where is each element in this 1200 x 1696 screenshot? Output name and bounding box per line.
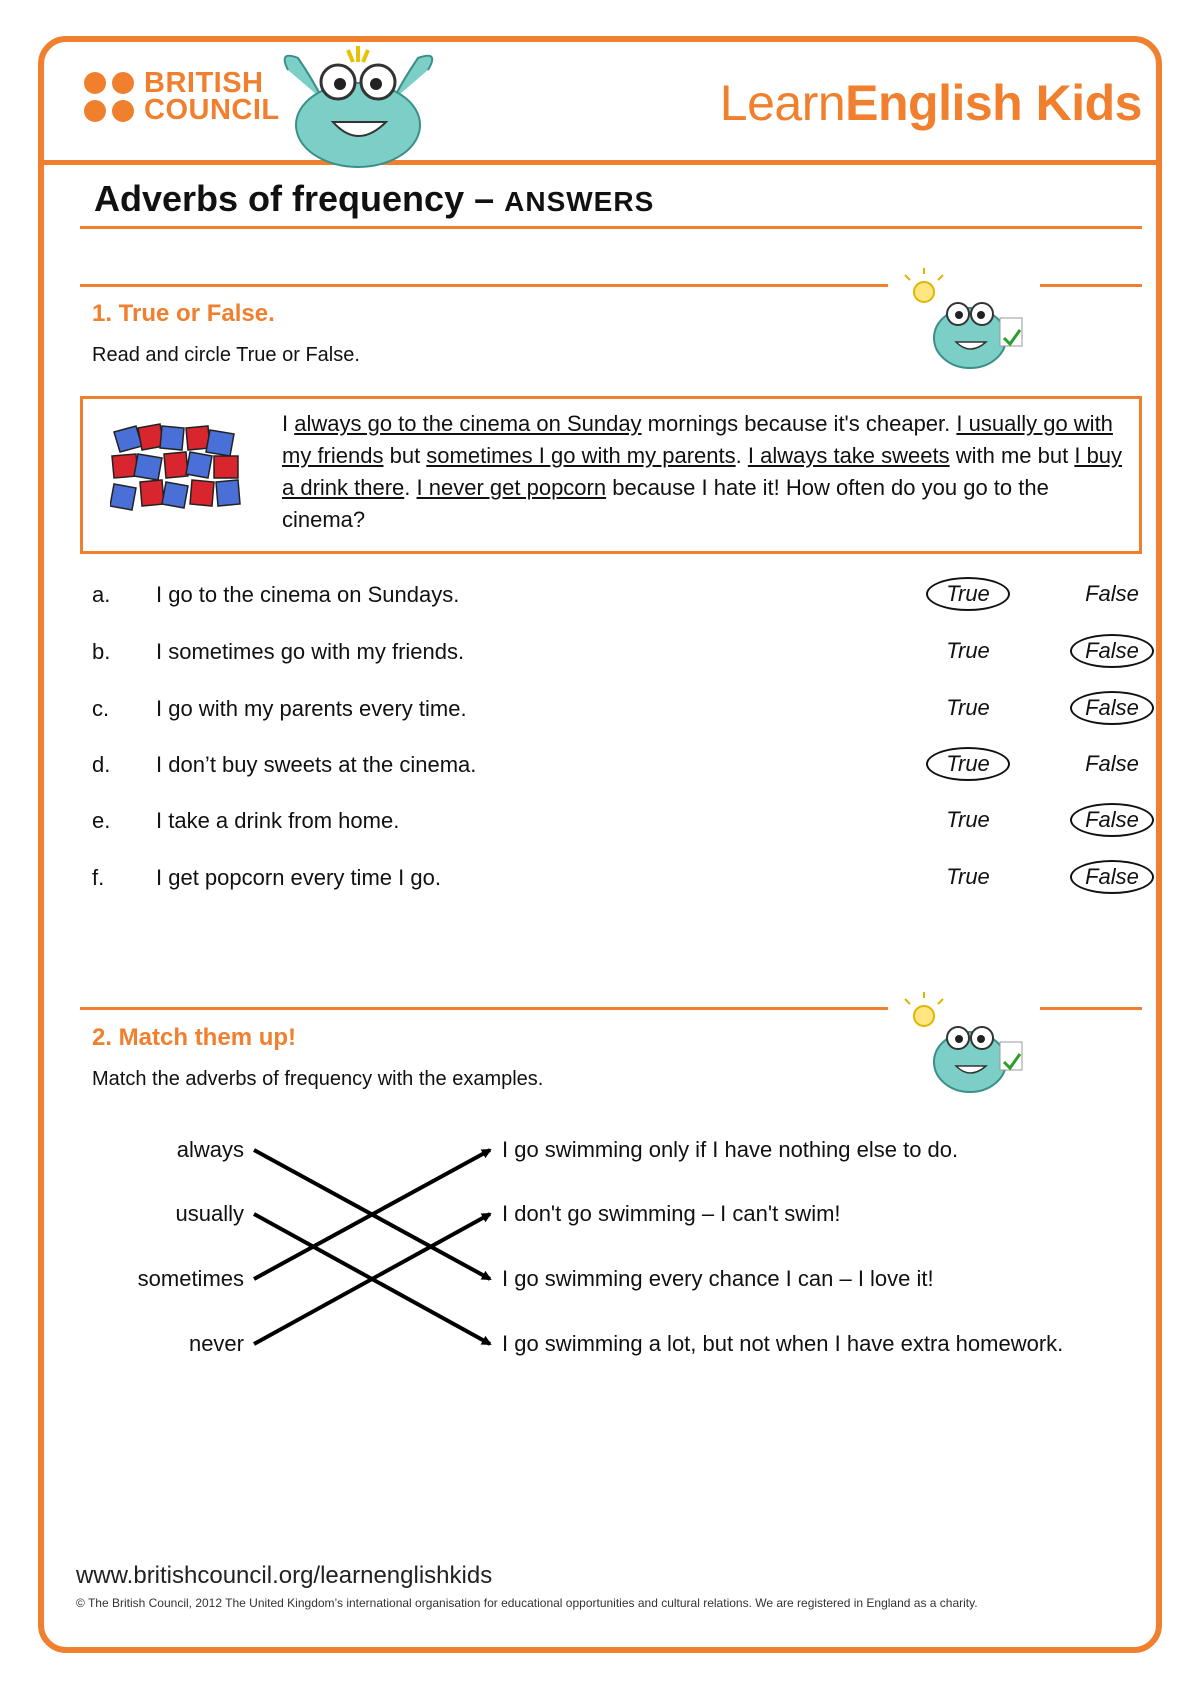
underlined-phrase: I never get popcorn	[416, 475, 607, 500]
adverb-usually: usually	[175, 1201, 244, 1226]
item-letter: c.	[92, 696, 110, 721]
passage-text: I	[282, 411, 295, 436]
example-sentence: I go swimming only if I have nothing else to do.	[502, 1137, 959, 1162]
false-option[interactable]: False	[1070, 803, 1154, 837]
item-letter: a.	[92, 582, 111, 607]
footer-url[interactable]: www.britishcouncil.org/learnenglishkids	[76, 1562, 493, 1589]
passage-text: mornings because it's cheaper.	[641, 411, 957, 436]
bc-logo-line1: BRITISH	[144, 67, 264, 99]
passage-text: with me but	[949, 443, 1075, 468]
underlined-phrase: I always take sweets	[747, 443, 950, 468]
section2-instruction: Match the adverbs of frequency with the examples.	[92, 1068, 544, 1090]
item-letter: f.	[92, 865, 105, 890]
section2-heading: 2. Match them up!	[92, 1024, 297, 1051]
item-letter: b.	[92, 639, 111, 664]
true-option[interactable]: True	[926, 747, 1010, 781]
item-statement: I take a drink from home.	[156, 808, 400, 833]
example-sentence: I don't go swimming – I can't swim!	[502, 1201, 841, 1226]
item-statement: I go with my parents every time.	[156, 696, 467, 721]
false-option[interactable]: False	[1085, 581, 1139, 606]
section1-heading: 1. True or False.	[92, 300, 275, 327]
title-main: Adverbs of frequency –	[94, 178, 505, 219]
true-option[interactable]: True	[946, 695, 990, 720]
example-sentence: I go swimming every chance I can – I love it!	[502, 1266, 934, 1291]
item-statement: I don’t buy sweets at the cinema.	[156, 752, 477, 777]
underlined-phrase: I buy a drink there	[282, 443, 1123, 500]
true-option[interactable]: True	[926, 577, 1010, 611]
adverb-never: never	[188, 1331, 244, 1356]
passage-text: but	[383, 443, 427, 468]
item-statement: I go to the cinema on Sundays.	[156, 582, 460, 607]
passage-text: because I hate it! How often do you go to the cinema?	[282, 475, 1049, 532]
underlined-phrase: I usually go with my friends	[282, 411, 1113, 468]
underlined-phrase: sometimes I go with my parents	[426, 443, 736, 468]
item-statement: I get popcorn every time I go.	[156, 865, 441, 890]
bc-logo-line2: COUNCIL	[144, 94, 280, 126]
false-option[interactable]: False	[1085, 751, 1139, 776]
example-sentence: I go swimming a lot, but not when I have extra homework.	[502, 1331, 1064, 1356]
false-option[interactable]: False	[1070, 691, 1154, 725]
lek-english: English	[845, 75, 1023, 131]
passage-text: .	[404, 475, 417, 500]
lek-kids: Kids	[1035, 75, 1142, 131]
item-statement: I sometimes go with my friends.	[156, 639, 465, 664]
passage-text: .	[735, 443, 748, 468]
footer-copyright: © The British Council, 2012 The United Kingdom’s international organisation for educational opportunities and cultural relations. We are registered in England as a charity.	[76, 1596, 978, 1610]
section1-instruction: Read and circle True or False.	[92, 344, 360, 366]
true-option[interactable]: True	[946, 638, 990, 663]
false-option[interactable]: False	[1070, 634, 1154, 668]
adverb-sometimes: sometimes	[137, 1266, 244, 1291]
title-suffix: ANSWERS	[504, 186, 655, 217]
true-option[interactable]: True	[946, 864, 990, 889]
item-letter: d.	[92, 752, 111, 777]
true-option[interactable]: True	[946, 807, 990, 832]
underlined-phrase: always go to the cinema on Sunday	[294, 411, 642, 436]
false-option[interactable]: False	[1070, 860, 1154, 894]
item-letter: e.	[92, 808, 111, 833]
adverb-always: always	[176, 1137, 244, 1162]
lek-learn: Learn	[719, 75, 846, 131]
